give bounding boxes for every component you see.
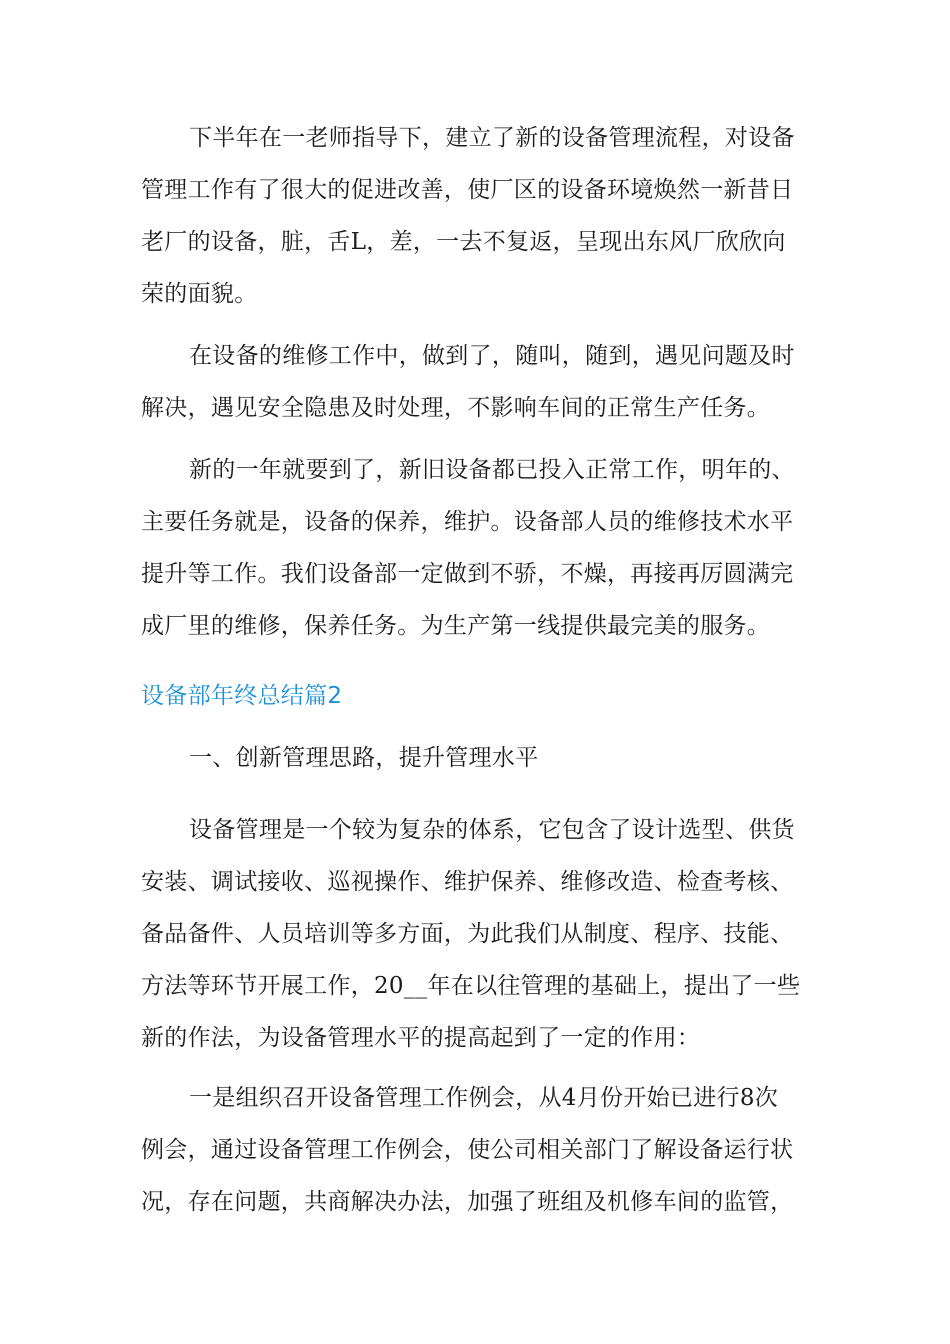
paragraph-2 [141, 330, 821, 434]
paragraph-line: 设备管理是一个较为复杂的体系，它包含了设计选型、供货 [189, 817, 795, 843]
paragraph-line: 方法等环节开展工作，20__年在以往管理的基础上，提出了一些 [141, 973, 801, 999]
paragraph-line: 解决，遇见安全隐患及时处理，不影响车间的正常生产任务。 [141, 395, 771, 421]
paragraph-line: 新的一年就要到了，新旧设备都已投入正常工作，明年的、 [189, 457, 795, 483]
paragraph-line: 荣的面貌。 [141, 281, 258, 307]
paragraph-line: 下半年在一老师指导下，建立了新的设备管理流程，对设备 [189, 125, 795, 151]
paragraph-line: 提升等工作。我们设备部一定做到不骄，不燥，再接再厉圆满完 [141, 561, 794, 587]
paragraph-line: 管理工作有了很大的促进改善，使厂区的设备环境焕然一新昔日 [141, 177, 794, 203]
paragraph-line: 安装、调试接收、巡视操作、维护保养、维修改造、检查考核、 [141, 869, 794, 895]
paragraph-line: 老厂的设备，脏，舌L，差，一去不复返，呈现出东风厂欣欣向 [141, 229, 786, 255]
paragraph-3 [141, 444, 821, 652]
paragraph-line: 备品备件、人员培训等多方面，为此我们从制度、程序、技能、 [141, 921, 794, 947]
paragraph-line: 一是组织召开设备管理工作例会，从4月份开始已进行8次 [189, 1085, 779, 1111]
paragraph-4 [141, 804, 821, 1064]
subheading-paragraph [141, 732, 821, 784]
paragraph-line: 新的作法，为设备管理水平的提高起到了一定的作用： [141, 1025, 701, 1051]
paragraph-line: 例会，通过设备管理工作例会，使公司相关部门了解设备运行状 [141, 1137, 794, 1163]
section-heading: 设备部年终总结篇2 [141, 683, 343, 709]
paragraph-line: 在设备的维修工作中，做到了，随叫，随到，遇见问题及时 [189, 343, 795, 369]
paragraph-line: 成厂里的维修，保养任务。为生产第一线提供最完美的服务。 [141, 613, 771, 639]
paragraph-line: 一、创新管理思路，提升管理水平 [189, 745, 539, 771]
paragraph-1 [141, 112, 821, 320]
paragraph-line: 况，存在问题，共商解决办法，加强了班组及机修车间的监管， [141, 1189, 794, 1215]
paragraph-line: 主要任务就是，设备的保养，维护。设备部人员的维修技术水平 [141, 509, 794, 535]
paragraph-5 [141, 1072, 821, 1228]
